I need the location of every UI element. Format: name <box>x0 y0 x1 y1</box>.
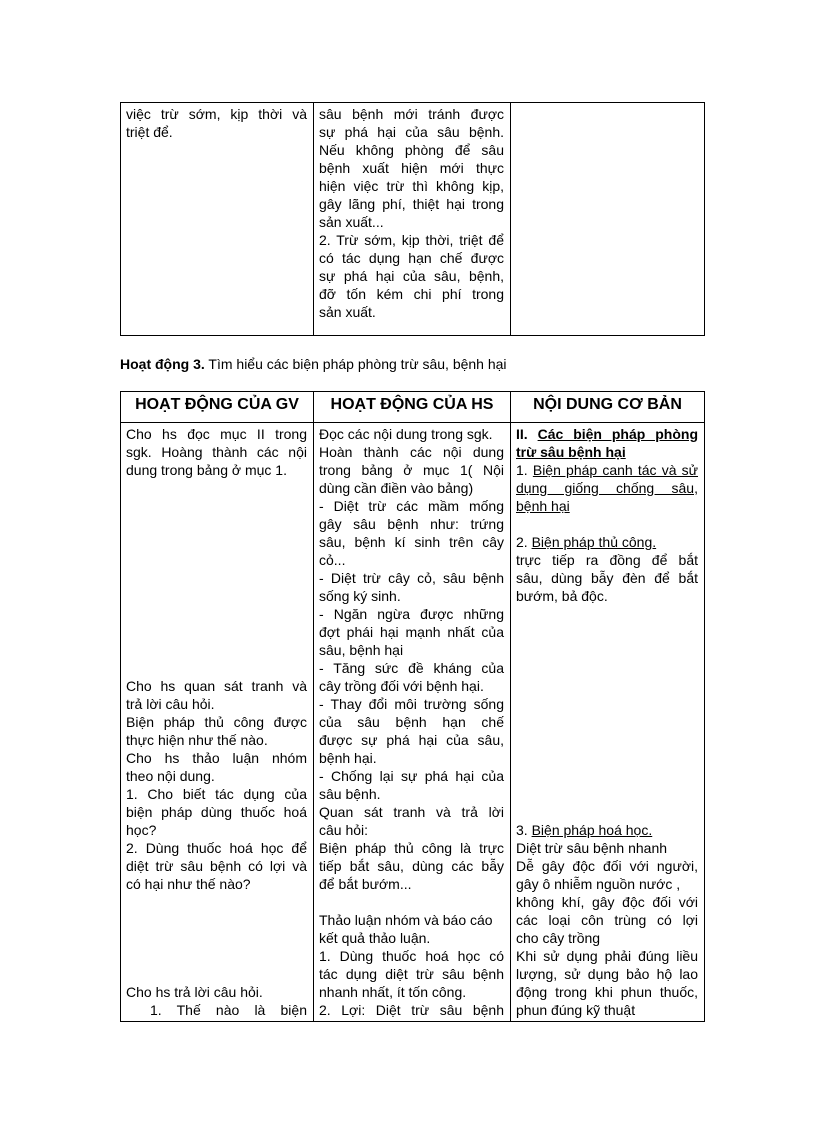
text-line: sâu bệnh. <box>319 786 381 802</box>
item-3 <box>516 821 698 839</box>
text-line: sống ký sinh. <box>319 588 401 604</box>
text-line: Diệt trừ sâu bệnh nhanh <box>516 840 668 856</box>
text-line: đợt phái hại mạnh nhất của <box>319 624 504 640</box>
text-line: phun đúng kỹ thuật <box>516 1002 636 1018</box>
section-title-line2: trừ sâu bệnh hại <box>516 444 626 460</box>
text-line: Cho hs đọc mục II trong <box>126 426 307 442</box>
item-1-cont <box>516 497 698 515</box>
text-line: - Diệt trừ các mầm mống <box>319 498 504 514</box>
text-line: sâu, bệnh hại <box>319 642 404 658</box>
header-gv: HOẠT ĐỘNG CỦA GV <box>121 392 314 423</box>
text-line: tác dụng diệt trừ sâu bệnh <box>319 966 504 982</box>
text-line: sản xuất. <box>319 304 376 320</box>
continued-table <box>120 102 705 336</box>
activity-label: Hoạt động 3. <box>120 356 205 372</box>
text-line: Hoàn thành các nội dung <box>319 444 504 460</box>
text-line: Quan sát tranh và trả lời <box>319 804 504 820</box>
text-line: Dễ gây độc đối với người, <box>516 858 698 874</box>
section-title-cont <box>516 443 698 461</box>
text-line: 1. Thế nào là biện <box>150 1002 307 1018</box>
text-line: của sâu bệnh hạn chế <box>319 714 504 730</box>
text-line: cây trồng đối với bệnh hại. <box>319 678 484 694</box>
text-line: câu hỏi: <box>319 822 369 838</box>
section-title-line1: Các biện pháp phòng <box>537 426 698 442</box>
item-1 <box>516 461 698 479</box>
text-line: trong bảng ở mục 1( Nội <box>319 462 504 478</box>
item-2-title: Biện pháp thủ công. <box>531 534 657 550</box>
text-line: triệt để. <box>126 124 173 140</box>
text-line: các loại côn trùng có lợi <box>516 912 698 928</box>
text-line: dùng cần điền vào bảng) <box>319 480 474 496</box>
item-1-line2: dụng giống chống sâu, <box>516 480 698 496</box>
item-1-line1: Biện pháp canh tác và sử <box>532 462 699 478</box>
nd-cell <box>511 423 705 1022</box>
text-line: 1. Dùng thuốc hoá học có <box>319 948 504 964</box>
text-line: động trong khi phun thuốc, <box>516 984 698 1000</box>
table1-col1 <box>121 103 314 336</box>
text-line: có hại như thế nào? <box>126 876 251 892</box>
item-1-line3: bệnh hại <box>516 498 570 514</box>
text-line: Cho hs thảo luận nhóm <box>126 750 307 766</box>
text-line: trực tiếp ra đồng để bắt <box>516 552 698 568</box>
text-line: 2. Dùng thuốc hoá học để <box>126 840 307 856</box>
text-line: gây sâu bệnh như: trứng <box>319 516 504 532</box>
text-line: bệnh xuất hiện mới thực <box>319 160 504 176</box>
text-line: Cho hs trả lời câu hỏi. <box>126 984 263 1000</box>
text-line: Đọc các nội dung trong sgk. <box>319 426 493 442</box>
activity-text: Tìm hiểu các biện pháp phòng trừ sâu, bệnh hại <box>204 356 507 372</box>
text-line: được sự phá hại của sâu, <box>319 732 504 748</box>
text-line: bệnh hại. <box>319 750 377 766</box>
section-title <box>516 425 698 443</box>
text-line: kết quả thảo luận. <box>319 930 431 946</box>
text-line: Biện pháp thủ công được <box>126 714 307 730</box>
text-line: 2. Lợi: Diệt trừ sâu bệnh <box>319 1002 504 1018</box>
text-line: tiếp bắt sâu, dùng các bẫy <box>319 858 504 874</box>
text-line: sgk. Hoàng thành các nội <box>126 444 307 460</box>
table-row <box>121 423 705 1022</box>
gv-cell <box>121 423 314 1022</box>
text-line: Khi sử dụng phải đúng liều <box>516 948 698 964</box>
text-line: dung trong bảng ở mục 1. <box>126 462 287 478</box>
text-line: - Tăng sức đề kháng của <box>319 660 504 676</box>
text-line: sự phá hại của sâu bệnh. <box>319 124 504 140</box>
text-line: việc trừ sớm, kịp thời và <box>126 106 307 122</box>
text-line: cỏ... <box>319 552 346 568</box>
text-line: Nếu không phòng để sâu <box>319 142 504 158</box>
text-line: sâu, bệnh kí sinh trên cây <box>319 534 504 550</box>
activity-table <box>120 391 705 1022</box>
text-line: - Diệt trừ cây cỏ, sâu bệnh <box>319 570 504 586</box>
activity-heading <box>120 356 507 372</box>
text-line: Biện pháp thủ công là trực <box>319 840 504 856</box>
text-line: - Chống lại sự phá hại của <box>319 768 504 784</box>
text-line: biện pháp dùng thuốc hoá <box>126 804 307 820</box>
text-line: gây ô nhiễm nguồn nước , <box>516 876 681 892</box>
text-line: cho cây trồng <box>516 930 601 946</box>
text-line: bướm, bả độc. <box>516 588 608 604</box>
text-line: sâu, dùng bẫy đèn để bắt <box>516 570 698 586</box>
text-line: đỡ tốn kém chi phí trong <box>319 286 504 302</box>
table-header-row <box>121 392 705 423</box>
text-line: học? <box>126 822 157 838</box>
text-line: Cho hs quan sát tranh và <box>126 678 307 694</box>
item-1-number: 1. <box>516 462 528 478</box>
text-line: nhanh nhất, ít tốn công. <box>319 984 467 1000</box>
item-2 <box>516 533 698 551</box>
text-line: 2. Trừ sớm, kịp thời, triệt để <box>319 232 504 248</box>
text-line: để bắt bướm... <box>319 876 412 892</box>
text-line: theo nội dung. <box>126 768 215 784</box>
text-line: Thảo luận nhóm và báo cáo <box>319 912 493 928</box>
text-line: sản xuất... <box>319 214 384 230</box>
text-line: gây lãng phí, thiệt hại trong <box>319 196 504 212</box>
text-line: - Ngăn ngừa được những <box>319 606 504 622</box>
hs-cell <box>314 423 511 1022</box>
table-row <box>121 103 705 336</box>
header-nd: NỘI DUNG CƠ BẢN <box>511 392 705 423</box>
item-2-number: 2. <box>516 534 528 550</box>
header-hs: HOẠT ĐỘNG CỦA HS <box>314 392 511 423</box>
text-line: có tác dụng hạn chế được <box>319 250 504 266</box>
text-line: sâu bệnh mới tránh được <box>319 106 504 122</box>
text-line: lượng, sử dụng bảo hộ lao <box>516 966 698 982</box>
text-line: không khí, gây độc đối với <box>516 894 698 910</box>
text-line: hiện việc trừ thì không kịp, <box>319 178 504 194</box>
section-number: II. <box>516 426 528 442</box>
text-line: thực hiện như thế nào. <box>126 732 268 748</box>
text-line: diệt trừ sâu bệnh có lợi và <box>126 858 307 874</box>
item-3-number: 3. <box>516 822 528 838</box>
table1-col2 <box>314 103 511 336</box>
text-line: 1. Cho biết tác dụng của <box>126 786 307 802</box>
text-line: sự phá hại của sâu, bệnh, <box>319 268 504 284</box>
item-1-cont <box>516 479 698 497</box>
table1-col3 <box>511 103 705 336</box>
text-line: trả lời câu hỏi. <box>126 696 215 712</box>
text-line: - Thay đổi môi trường sống <box>319 696 504 712</box>
item-3-title: Biện pháp hoá học. <box>531 822 653 838</box>
